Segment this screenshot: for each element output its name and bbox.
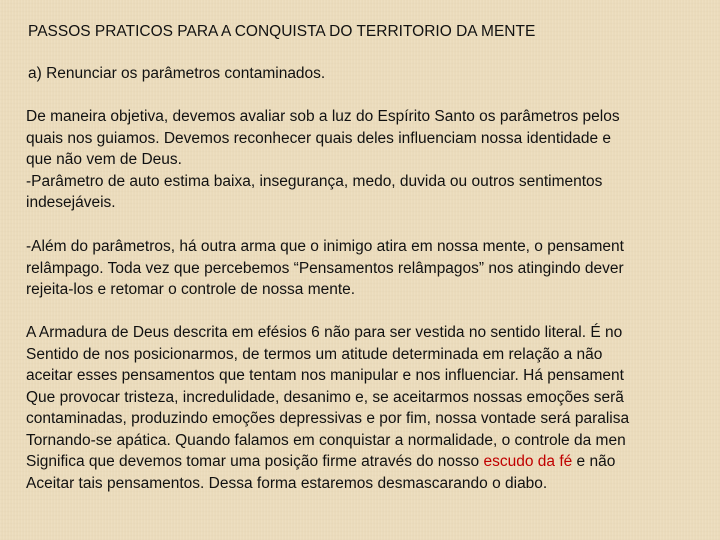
text-line: aceitar esses pensamentos que tentam nos manipular e nos influenciar. Há pensament <box>26 367 624 384</box>
text-line: que não vem de Deus. <box>26 151 182 168</box>
text-line: -Além do parâmetros, há outra arma que o inimigo atira em nossa mente, o pensament <box>26 238 624 255</box>
text-line <box>26 451 720 473</box>
paragraph-armadura-de-deus <box>26 322 720 494</box>
text-line: contaminadas, produzindo emoções depressivas e por fim, nossa vontade será paralisa <box>26 410 630 427</box>
text-line: Aceitar tais pensamentos. Dessa forma estaremos desmascarando o diabo. <box>26 474 548 492</box>
paragraph-pensamentos-relampago <box>26 236 720 301</box>
text-line: Sentido de nos posicionarmos, de termos um atitude determinada em relação a não <box>26 345 603 363</box>
text-line: relâmpago. Toda vez que percebemos “Pensamentos relâmpagos” nos atingindo dever <box>26 259 624 277</box>
text-line: Que provocar tristeza, incredulidade, desanimo e, se aceitarmos nossas emoções serã <box>26 388 624 406</box>
text-segment: e não <box>572 453 616 470</box>
slide-title: PASSOS PRATICOS PARA A CONQUISTA DO TERRITORIO DA MENTE <box>28 23 536 40</box>
paragraph-parametros <box>26 106 720 214</box>
text-line: quais nos guiamos. Devemos reconhecer quais deles influenciam nossa identidade e <box>26 129 612 147</box>
text-line: indesejáveis. <box>26 194 116 211</box>
highlighted-text: escudo da fé <box>483 453 573 470</box>
text-line: A Armadura de Deus descrita em efésios 6 não para ser vestida no sentido literal. É no <box>26 324 623 341</box>
text-line: -Parâmetro de auto estima baixa, insegurança, medo, duvida ou outros sentimentos <box>26 172 603 190</box>
text-segment: Significa que devemos tomar uma posição firme através do nosso <box>26 453 484 470</box>
text-line: Tornando-se apática. Quando falamos em conquistar a normalidade, o controle da men <box>26 431 626 449</box>
text-line: De maneira objetiva, devemos avaliar sob a luz do Espírito Santo os parâmetros pelos <box>26 108 620 125</box>
text-line: rejeita-los e retomar o controle de nossa mente. <box>26 281 356 298</box>
item-a-heading: a) Renunciar os parâmetros contaminados. <box>28 65 326 82</box>
